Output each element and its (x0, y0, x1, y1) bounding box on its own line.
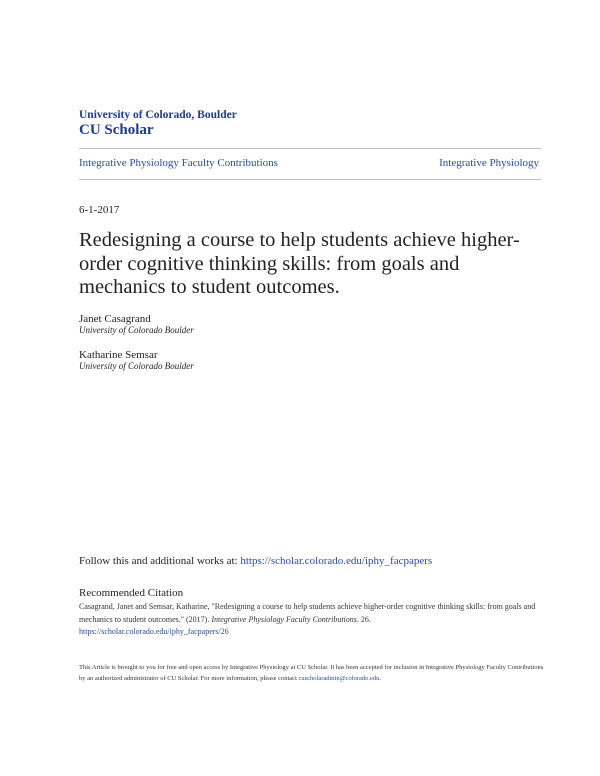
divider-bottom (79, 179, 541, 180)
divider-top (79, 148, 541, 149)
author-affiliation: University of Colorado Boulder (79, 361, 194, 371)
notice-text: This Article is brought to you for free and open access by Integrative Physiology at CU Scholar. It has been accepted for inclusion in Integrative Physiology Faculty Contributions by an authorized administrator of CU Scholar. For more information, please contact (79, 664, 544, 682)
article-title: Redesigning a course to help students achieve higher-order cognitive thinking skills: from goals and mechanics to student outcomes. (79, 229, 520, 298)
citation-heading: Recommended Citation (79, 587, 184, 599)
contact-email-link[interactable]: cuscholaradmin@colorado.edu (298, 674, 380, 682)
collection-link[interactable]: Integrative Physiology Faculty Contributions (79, 157, 278, 169)
citation-text (79, 601, 549, 639)
citation-url-link[interactable]: https://scholar.colorado.edu/iphy_facpapers/26 (79, 627, 229, 636)
access-notice (79, 663, 549, 684)
author-name: Katharine Semsar (79, 349, 158, 361)
citation-main: Casagrand, Janet and Semsar, Katharine, "Redesigning a course to help students achieve higher-order cognitive thinking skills: from goals and mechanics to student outcomes." (2017). (79, 602, 536, 624)
author-block (79, 313, 194, 335)
publication-date: 6-1-2017 (79, 204, 120, 216)
author-name: Janet Casagrand (79, 313, 151, 325)
repository-name[interactable]: CU Scholar (79, 122, 154, 138)
institution-name: University of Colorado, Boulder (79, 109, 237, 121)
notice-end: . (379, 674, 382, 682)
follow-prefix: Follow this and additional works at: (79, 555, 241, 567)
follow-line (79, 555, 432, 567)
citation-journal: Integrative Physiology Faculty Contributions (211, 614, 357, 624)
department-link[interactable]: Integrative Physiology (439, 157, 539, 169)
author-block (79, 349, 194, 371)
collection-url-link[interactable]: https://scholar.colorado.edu/iphy_facpapers (240, 555, 433, 567)
author-affiliation: University of Colorado Boulder (79, 325, 194, 335)
citation-number: . 26. (356, 614, 371, 624)
